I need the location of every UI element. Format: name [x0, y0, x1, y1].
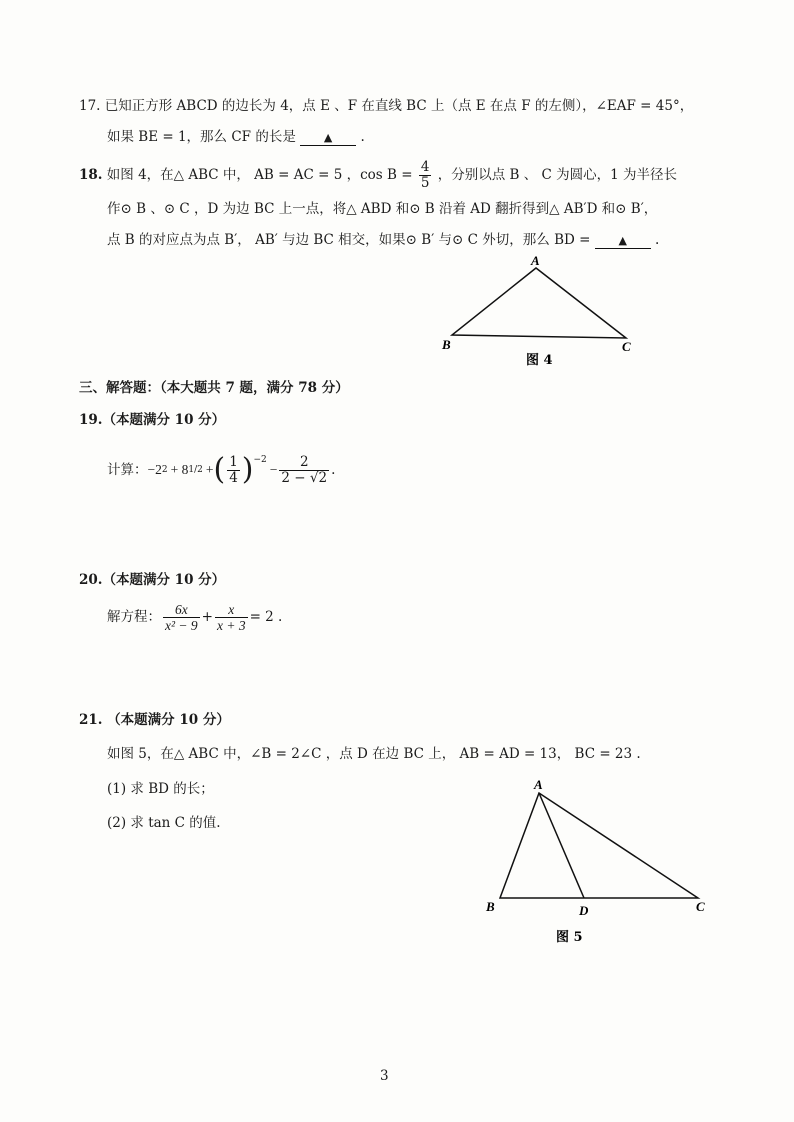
q19-term1-exponent: 2 [161, 465, 168, 475]
fig5-caption: 图 5 [556, 930, 583, 945]
q19-end: . [331, 462, 336, 478]
q18-line1-text-end: ，分别以点 B 、 C 为圆心，1 为半径长 [437, 167, 678, 183]
q17-line2 [107, 127, 365, 147]
section-heading: 三、解答题：（本大题共 7 题，满分 78 分） [79, 380, 349, 396]
q19-quarter-denominator: 4 [229, 469, 238, 486]
q20-prefix: 解方程： [107, 609, 161, 625]
q18-line1-text: 如图 4，在△ ABC 中， AB = AC = 5 ，cos B = [106, 167, 413, 183]
q20-equation [107, 597, 282, 637]
q17-blank-marker: ▲ [323, 131, 333, 144]
fig4-label-b: B [442, 337, 451, 352]
q19-term3-exponent: −2 [253, 455, 267, 465]
q21-header: 21. （本题满分 10 分） [79, 712, 230, 728]
q19-minus: − [269, 462, 278, 477]
q19-header: 19.（本题满分 10 分） [79, 412, 226, 428]
triangle-abc [452, 268, 626, 338]
q18-line3-text: 点 B 的对应点为点 B′， AB′ 与边 BC 相交，如果⊙ B′ 与⊙ C 外切，那么 BD = [107, 232, 591, 248]
q19-radical-numerator: 2 [279, 455, 329, 471]
q20-fraction-1-denominator: x² − 9 [165, 617, 198, 633]
fig5-label-c: C [696, 899, 705, 914]
q19-expression [107, 448, 335, 492]
fig4-caption: 图 4 [526, 353, 553, 368]
q20-fraction-2-numerator: x [215, 602, 248, 618]
q18-answer-blank [595, 232, 651, 249]
page-number: 3 [380, 1068, 389, 1084]
fig4-label-c: C [622, 339, 631, 354]
q19-plus: + [205, 462, 214, 477]
q18-cos-denominator: 5 [420, 175, 430, 191]
q18-cos-numerator: 4 [420, 159, 430, 175]
q19-prefix: 计算： [107, 462, 148, 478]
figure-4 [430, 252, 650, 372]
q19-term2-exponent: 1/2 [188, 465, 203, 475]
q20-fraction-1 [163, 602, 200, 633]
q21-line1: 如图 5，在△ ABC 中，∠B = 2∠C ，点 D 在边 BC 上， AB = AD = 13， BC = 23 . [107, 746, 641, 762]
q19-left-paren: ( [213, 452, 226, 487]
q18-line3-end: . [655, 232, 660, 248]
q18-line3 [107, 230, 659, 250]
triangle-abc [500, 793, 698, 898]
q19-plus-eight: + 8 [170, 462, 189, 477]
q18-blank-marker: ▲ [618, 234, 627, 247]
fig4-label-a: A [531, 253, 540, 268]
q19-radical-denominator: 2 − √2 [281, 469, 328, 486]
q20-fraction-2-denominator: x + 3 [216, 617, 246, 633]
q17-line1: 17. 已知正方形 ABCD 的边长为 4，点 E 、F 在直线 BC 上（点 E 在点 F 的左侧），∠EAF = 45°， [79, 98, 694, 114]
q17-line2-text: 如果 BE = 1，那么 CF 的长是 [107, 129, 296, 145]
q20-plus: + [201, 609, 213, 625]
q19-fraction-radical [279, 455, 329, 486]
q17-answer-blank [300, 129, 356, 146]
q19-fraction-quarter [227, 455, 240, 486]
q20-header: 20.（本题满分 10 分） [79, 572, 226, 588]
fig5-label-a: A [534, 777, 543, 792]
q20-fraction-1-numerator: 6x [163, 602, 200, 618]
q18-cos-fraction [419, 160, 432, 191]
fig5-label-b: B [486, 899, 495, 914]
q19-quarter-numerator: 1 [229, 453, 238, 470]
q17-line2-end: . [360, 129, 365, 145]
q18-line2: 作⊙ B 、⊙ C ，D 为边 BC 上一点，将△ ABD 和⊙ B 沿着 AD 翻折得到△ AB′D 和⊙ B′， [107, 201, 658, 217]
q20-rhs: = 2 . [249, 609, 283, 625]
q19-right-paren: ) [241, 452, 254, 487]
q18-number: 18. [79, 167, 103, 183]
q21-part1: (1) 求 BD 的长； [107, 781, 214, 797]
figure-5 [480, 772, 720, 952]
q18-line1 [79, 160, 677, 191]
q20-fraction-2 [215, 602, 248, 633]
q19-term1: −2 [147, 462, 162, 477]
fig5-label-d: D [579, 903, 589, 918]
q21-part2: (2) 求 tan C 的值. [107, 815, 221, 831]
